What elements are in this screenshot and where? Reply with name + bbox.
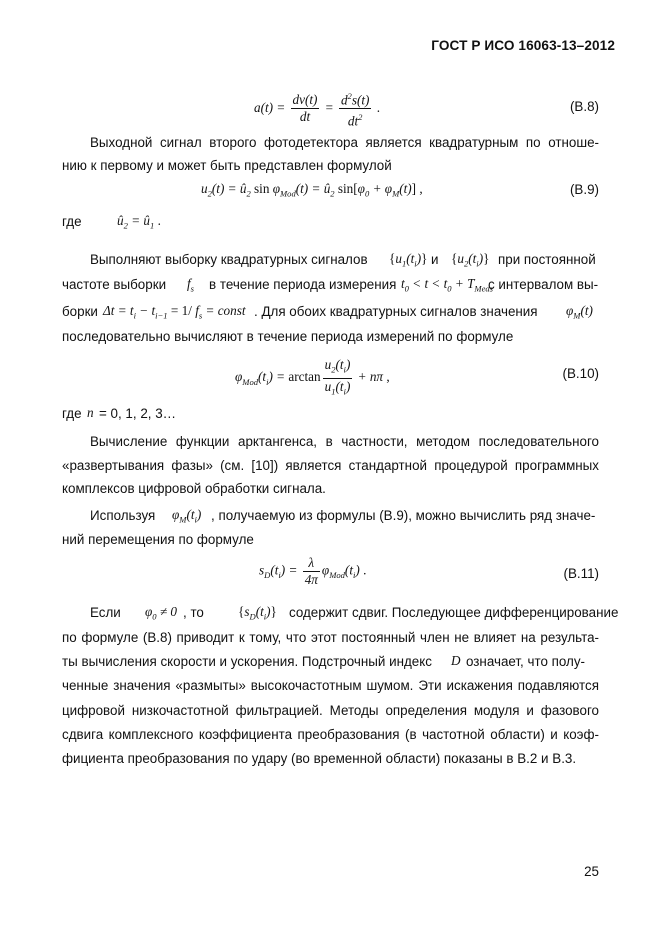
paragraph-line: «развертывания фазы» (см. [10]) является стандартной процедурой программных — [62, 458, 599, 473]
formula-phi-m-ti: $\varphi_M(t_i)$ — [172, 507, 202, 525]
text-span: с интервалом вы- — [488, 277, 599, 292]
text-span: , получаемую из формулы (В.9), можно вычислить ряд значе- — [211, 508, 596, 523]
formula-sampling-interval: $\Delta t = t_i - t_{i-1} = 1/$ $f_s$ = const — [103, 303, 246, 321]
formula-u1-set: $\{u_1(t_i)\}$ — [389, 251, 428, 269]
paragraph-line: ний перемещения по формуле — [62, 532, 254, 547]
paragraph-line: Выходной сигнал второго фотодетектора является квадратурным по отноше- — [90, 135, 599, 150]
equation-number-b10: (В.10) — [562, 366, 599, 381]
text-span: и — [431, 252, 439, 267]
equation-number-b9: (В.9) — [569, 182, 599, 197]
paragraph-line: Вычисление функции арктангенса, в частности, методом последовательного — [90, 434, 599, 449]
formula-n: n — [87, 405, 94, 420]
page-number: 25 — [584, 864, 599, 879]
formula-b11: $s_D(t_i)$ = $\frac{\lambda}{4\pi}$ $\varphi_{Mod}(t_i)$ . — [259, 555, 367, 587]
document-header: ГОСТ Р ИСО 16063-13–2012 — [431, 38, 615, 53]
text-span: борки — [62, 304, 98, 319]
formula-sd-set: $\{s_D(t_i)\}$ — [238, 604, 277, 622]
text-span: означает, что полу- — [466, 654, 585, 669]
paragraph-line: комплексов цифровой обработки сигнала. — [62, 481, 326, 496]
text-span: содержит сдвиг. Последующее дифференцирование — [289, 605, 619, 620]
formula-phi-m: $\varphi_M(t)$ — [566, 303, 593, 321]
formula-b9: $u_2(t)$ = $û_2$ $\sin \varphi_{Mod}(t)$ = $û_2$ $\sin[\varphi_0 + \varphi_M(t)]$ , — [201, 181, 423, 199]
formula-d-index: D — [451, 653, 461, 668]
paragraph-line — [90, 252, 368, 267]
equation-number-b8: (В.8) — [569, 99, 599, 114]
text-span: при постоянной — [498, 252, 596, 267]
formula-u2-set: $\{u_2(t_i)\}$ — [451, 251, 490, 269]
text-span: . Для обоих квадратурных сигналов значения — [254, 304, 538, 319]
formula-b10: $\varphi_{Mod}(t_i) = \arctan$ $\frac{u_2(t_i)}{u_1(t_i)}$ + nπ , — [235, 357, 390, 397]
paragraph-line: фициента преобразования по удару (во временной области) показаны в В.2 и В.3. — [62, 751, 577, 766]
text-span: в течение периода измерения — [209, 277, 397, 292]
text-span: Используя — [90, 508, 156, 523]
text-span: Выполняют выборку квадратурных сигналов — [90, 252, 368, 267]
text-span: Если — [90, 605, 121, 620]
paragraph-line: сдвига комплексного коэффициента преобразования (в частотной области) и коэф- — [62, 727, 599, 742]
text-span: ты вычисления скорости и ускорения. Подстрочный индекс — [62, 654, 432, 669]
formula-amplitude-equality: $û_2$ = $û_1$ . — [117, 213, 161, 231]
formula-phi0-nonzero: $\varphi_0 \ne 0$ — [145, 604, 178, 622]
text-span: частоте выборки — [62, 277, 167, 292]
paragraph-line: цифровой низкочастотной фильтрацией. Методы определения модуля и фазового — [62, 703, 599, 718]
paragraph-line: последовательно вычисляют в течение периода измерений по формуле — [62, 329, 514, 344]
text-span: , то — [183, 605, 204, 620]
paragraph-line: по формуле (В.8) приводит к тому, что этот постоянный член не влияет на результа- — [62, 630, 599, 645]
paragraph-line: ченные значения «размыты» высокочастотным шумом. Эти искажения подавляются — [62, 678, 599, 693]
text-span: где — [62, 406, 82, 421]
text-span: = 0, 1, 2, 3… — [99, 406, 177, 421]
formula-fs: $f_s$ — [187, 276, 195, 294]
formula-time-interval: $t_0 < t < t_0 + T_{Meas}$ — [401, 276, 494, 294]
paragraph-line: нию к первому и может быть представлен формулой — [62, 158, 392, 173]
formula-b8: a(t) = $\frac{dv(t)}{dt}$ = $\frac{d^2s(t)}{dt^2}$ . — [254, 88, 380, 130]
equation-number-b11: (В.11) — [563, 566, 599, 581]
where-label: где — [62, 214, 82, 229]
